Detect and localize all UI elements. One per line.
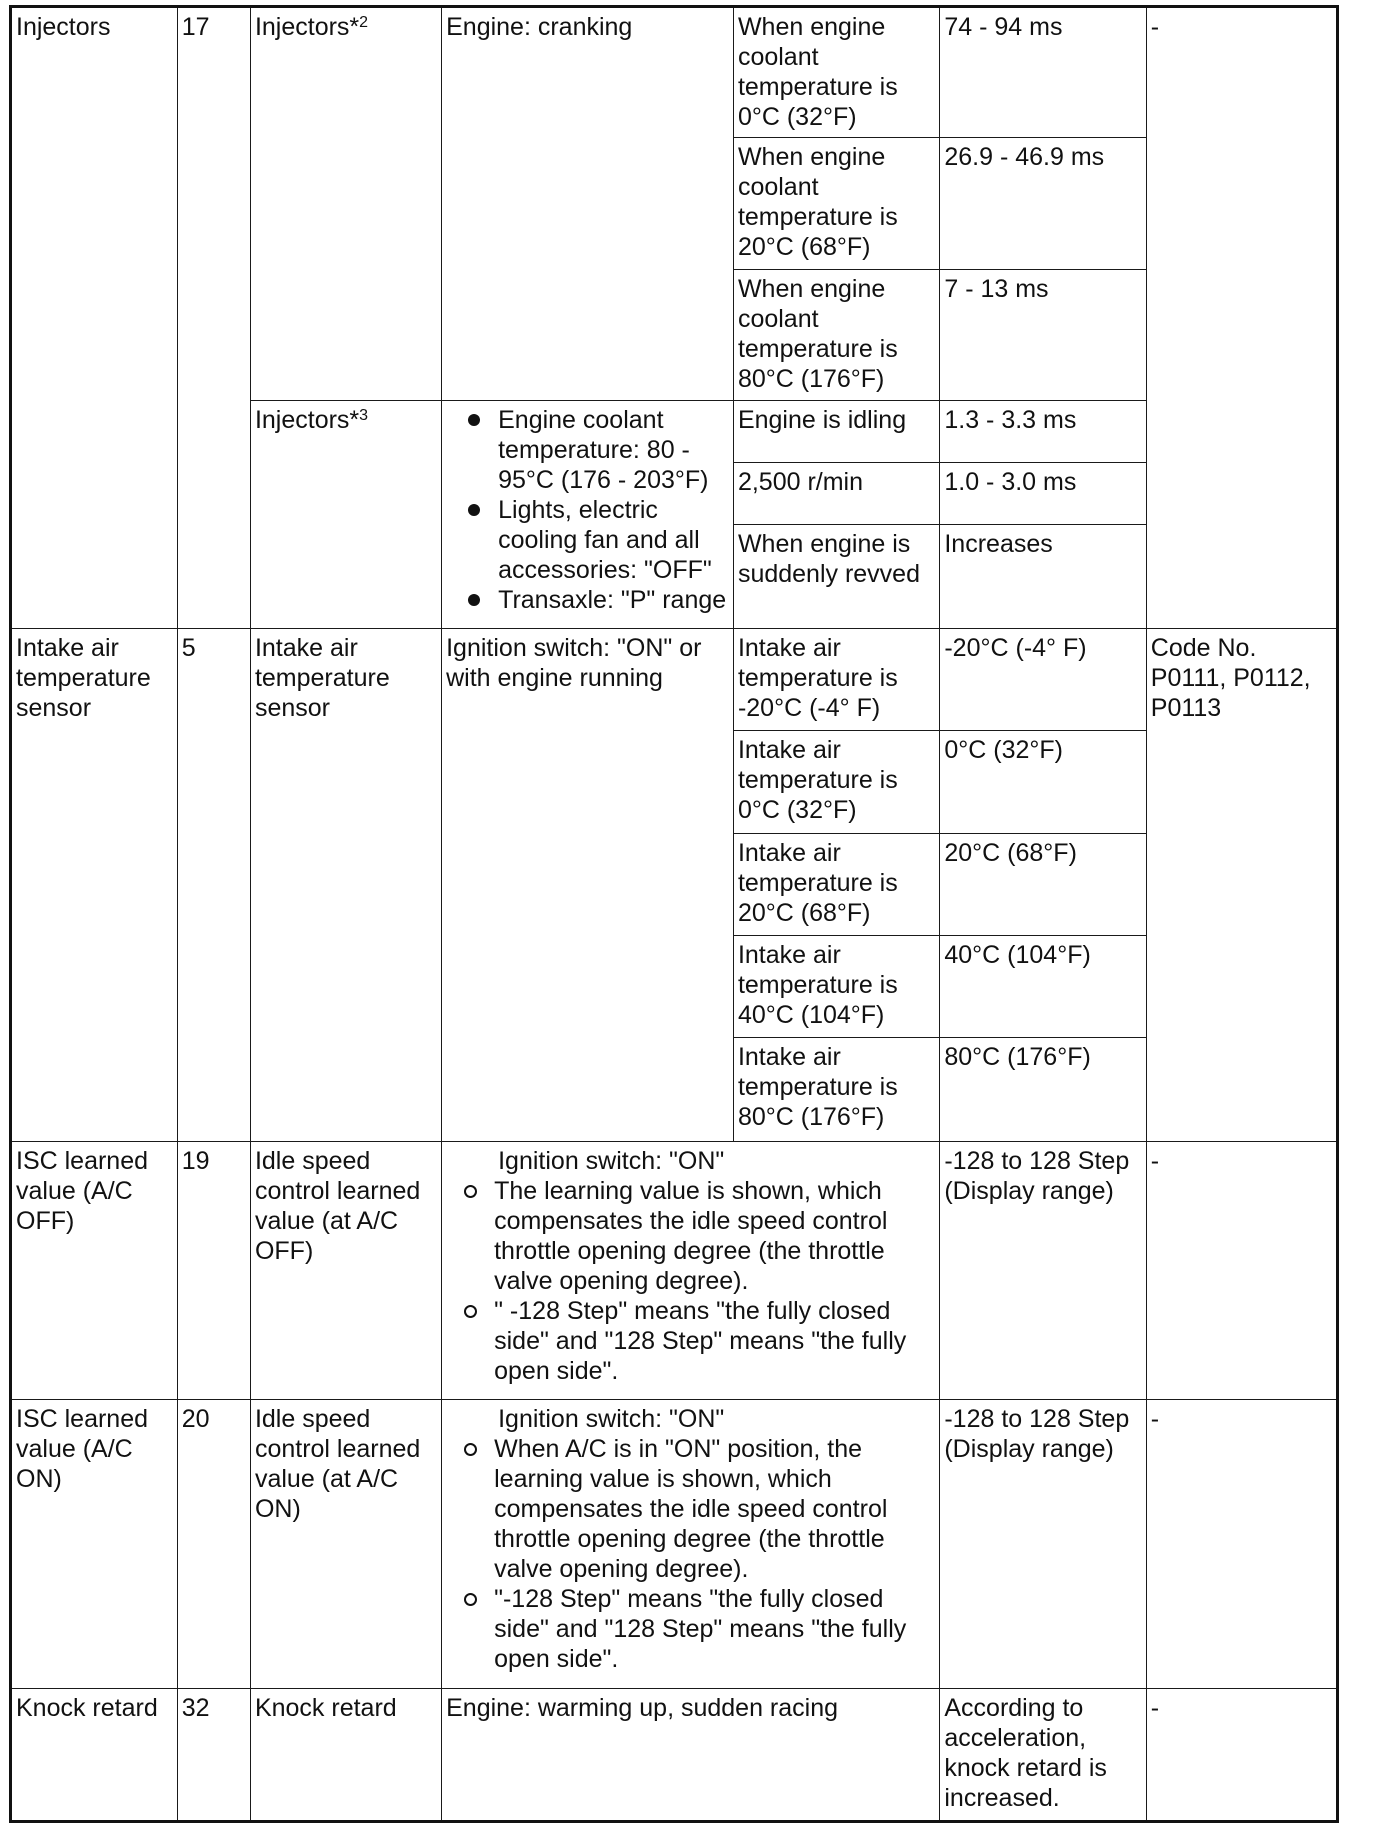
spec-cell: 7 - 13 ms <box>940 269 1146 400</box>
state-cell: 2,500 r/min <box>733 463 939 524</box>
footnote-mark: 2 <box>359 14 369 31</box>
condition-cell <box>442 401 734 629</box>
condition-list <box>446 405 729 615</box>
table-row <box>11 629 1338 731</box>
state-cell: When engine coolant temperature is 80°C (176°F) <box>733 269 939 400</box>
spec-cell: 26.9 - 46.9 ms <box>940 138 1146 269</box>
list-item: " -128 Step" means "the fully closed side" and "128 Step" means "the fully open side". <box>446 1296 935 1386</box>
item-cell: Injectors <box>11 7 178 629</box>
footnote-mark: 3 <box>359 407 369 425</box>
spec-cell: According to acceleration, knock retard is increased. <box>940 1689 1146 1822</box>
list-item: Engine coolant temperature: 80 - 95°C (176 - 203°F) <box>446 405 729 495</box>
condition-heading: Ignition switch: "ON" <box>498 1405 725 1434</box>
state-cell: Intake air temperature is 40°C (104°F) <box>733 935 939 1037</box>
sub-item-name: Injectors* <box>254 406 360 435</box>
condition-heading: Ignition switch: "ON" <box>498 1146 725 1175</box>
sub-item-cell <box>250 7 441 401</box>
spec-cell: -128 to 128 Step (Display range) <box>940 1400 1146 1689</box>
condition-cell: Ignition switch: "ON" or with engine running <box>442 629 734 1142</box>
sub-item-cell: Intake air temperature sensor <box>250 629 441 1142</box>
code-cell: - <box>1146 1400 1337 1689</box>
condition-cell <box>442 1400 940 1689</box>
item-cell: Knock retard <box>11 1689 178 1822</box>
spec-cell: -128 to 128 Step (Display range) <box>940 1141 1146 1400</box>
ref-cell: 17 <box>177 7 250 629</box>
ref-cell: 20 <box>177 1400 250 1689</box>
state-cell: Intake air temperature is 20°C (68°F) <box>733 833 939 935</box>
spec-cell: 1.0 - 3.0 ms <box>940 463 1146 524</box>
spec-cell: 1.3 - 3.3 ms <box>940 401 1146 463</box>
state-cell: When engine is suddenly revved <box>733 524 939 628</box>
list-item: When A/C is in "ON" position, the learning value is shown, which compensates the idle speed control throttle opening degree (the throttle valve opening degree). <box>446 1434 935 1584</box>
sub-item-cell <box>250 401 441 629</box>
note-list <box>446 1434 935 1674</box>
item-cell: ISC learned value (A/C OFF) <box>11 1141 178 1400</box>
state-cell: When engine coolant temperature is 20°C (68°F) <box>733 138 939 269</box>
code-cell: - <box>1146 7 1337 629</box>
code-cell: - <box>1146 1141 1337 1400</box>
code-cell: - <box>1146 1689 1337 1822</box>
table-row <box>11 1141 1338 1400</box>
list-item: The learning value is shown, which compensates the idle speed control throttle opening degree (the throttle valve opening degree). <box>446 1176 935 1296</box>
state-cell: When engine coolant temperature is 0°C (32°F) <box>733 7 939 138</box>
ref-cell: 5 <box>177 629 250 1142</box>
table-row <box>11 1400 1338 1689</box>
spec-cell: 80°C (176°F) <box>940 1038 1146 1141</box>
sub-item-cell: Idle speed control learned value (at A/C OFF) <box>250 1141 441 1400</box>
state-cell: Intake air temperature is 80°C (176°F) <box>733 1038 939 1141</box>
table-row <box>11 7 1338 138</box>
ref-cell: 19 <box>177 1141 250 1400</box>
spec-cell: 20°C (68°F) <box>940 833 1146 935</box>
spec-cell: Increases <box>940 524 1146 628</box>
spec-cell: 40°C (104°F) <box>940 935 1146 1037</box>
list-item: "-128 Step" means "the fully closed side" and "128 Step" means "the fully open side". <box>446 1584 935 1674</box>
sub-item-name: Injectors* <box>254 13 360 41</box>
state-cell: Engine is idling <box>733 401 939 463</box>
ref-cell: 32 <box>177 1689 250 1822</box>
spec-cell: 0°C (32°F) <box>940 731 1146 833</box>
code-cell: Code No. P0111, P0112, P0113 <box>1146 629 1337 1142</box>
item-cell: ISC learned value (A/C ON) <box>11 1400 178 1689</box>
condition-cell: Engine: cranking <box>442 7 734 401</box>
note-list <box>446 1176 935 1386</box>
spec-table <box>9 5 1339 1823</box>
item-cell: Intake air temperature sensor <box>11 629 178 1142</box>
spec-cell: -20°C (-4° F) <box>940 629 1146 731</box>
state-cell: Intake air temperature is 0°C (32°F) <box>733 731 939 833</box>
list-item: Lights, electric cooling fan and all accessories: "OFF" <box>446 495 729 585</box>
table-row <box>11 1689 1338 1822</box>
state-cell: Intake air temperature is -20°C (-4° F) <box>733 629 939 731</box>
sub-item-cell: Idle speed control learned value (at A/C ON) <box>250 1400 441 1689</box>
list-item: Transaxle: "P" range <box>446 585 729 615</box>
sub-item-cell: Knock retard <box>250 1689 441 1822</box>
condition-cell <box>442 1141 940 1400</box>
condition-cell: Engine: warming up, sudden racing <box>442 1689 940 1822</box>
spec-cell: 74 - 94 ms <box>940 7 1146 138</box>
